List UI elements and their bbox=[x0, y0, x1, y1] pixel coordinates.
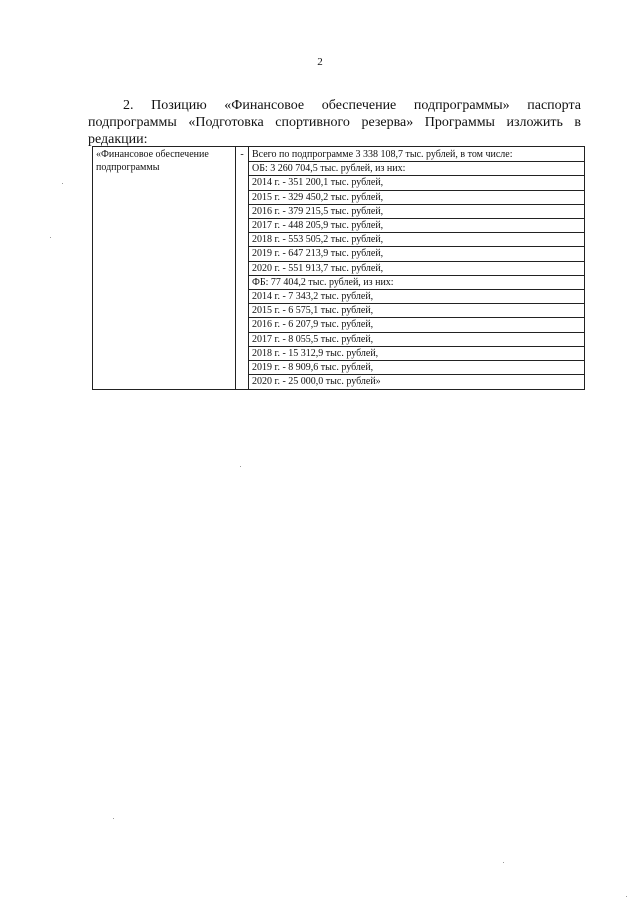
financing-table bbox=[92, 146, 585, 390]
page-number: 2 bbox=[317, 56, 323, 68]
value-line: 2020 г. - 551 913,7 тыс. рублей, bbox=[249, 262, 584, 276]
table-row bbox=[93, 147, 585, 390]
value-line: 2020 г. - 25 000,0 тыс. рублей» bbox=[252, 376, 381, 388]
value-line: 2019 г. - 8 909,6 тыс. рублей, bbox=[249, 361, 584, 375]
value-line: 2019 г. - 647 213,9 тыс. рублей, bbox=[249, 247, 584, 261]
position-name-cell: «Финансовое обеспечение подпрограммы bbox=[93, 147, 236, 390]
value-line: 2017 г. - 448 205,9 тыс. рублей, bbox=[249, 219, 584, 233]
value-line: 2014 г. - 7 343,2 тыс. рублей, bbox=[249, 290, 584, 304]
value-line: 2015 г. - 329 450,2 тыс. рублей, bbox=[249, 191, 584, 205]
value-line: 2018 г. - 15 312,9 тыс. рублей, bbox=[249, 347, 584, 361]
scan-speck bbox=[626, 896, 627, 897]
value-line: 2017 г. - 8 055,5 тыс. рублей, bbox=[249, 333, 584, 347]
values-cell bbox=[249, 147, 585, 390]
intro-line: подпрограммы «Подготовка спортивного резерва» Программы изложить в bbox=[88, 115, 581, 130]
value-line: Всего по подпрограмме 3 338 108,7 тыс. рублей, в том числе: bbox=[249, 148, 584, 162]
value-line: 2016 г. - 379 215,5 тыс. рублей, bbox=[249, 205, 584, 219]
value-line: 2016 г. - 6 207,9 тыс. рублей, bbox=[249, 318, 584, 332]
intro-paragraph bbox=[88, 97, 581, 148]
value-line: ОБ: 3 260 704,5 тыс. рублей, из них: bbox=[249, 162, 584, 176]
scan-speck bbox=[240, 466, 241, 467]
intro-line: редакции: bbox=[88, 132, 148, 147]
value-line: 2015 г. - 6 575,1 тыс. рублей, bbox=[249, 304, 584, 318]
scan-speck bbox=[113, 818, 114, 819]
value-line: 2018 г. - 553 505,2 тыс. рублей, bbox=[249, 233, 584, 247]
value-line: ФБ: 77 404,2 тыс. рублей, из них: bbox=[249, 276, 584, 290]
value-line: 2014 г. - 351 200,1 тыс. рублей, bbox=[249, 176, 584, 190]
scan-speck bbox=[503, 862, 504, 863]
scan-speck bbox=[50, 237, 51, 238]
dash-cell: - bbox=[236, 147, 249, 390]
intro-line: 2. Позицию «Финансовое обеспечение подпрограммы» паспорта bbox=[123, 98, 581, 113]
scan-speck bbox=[62, 183, 63, 184]
